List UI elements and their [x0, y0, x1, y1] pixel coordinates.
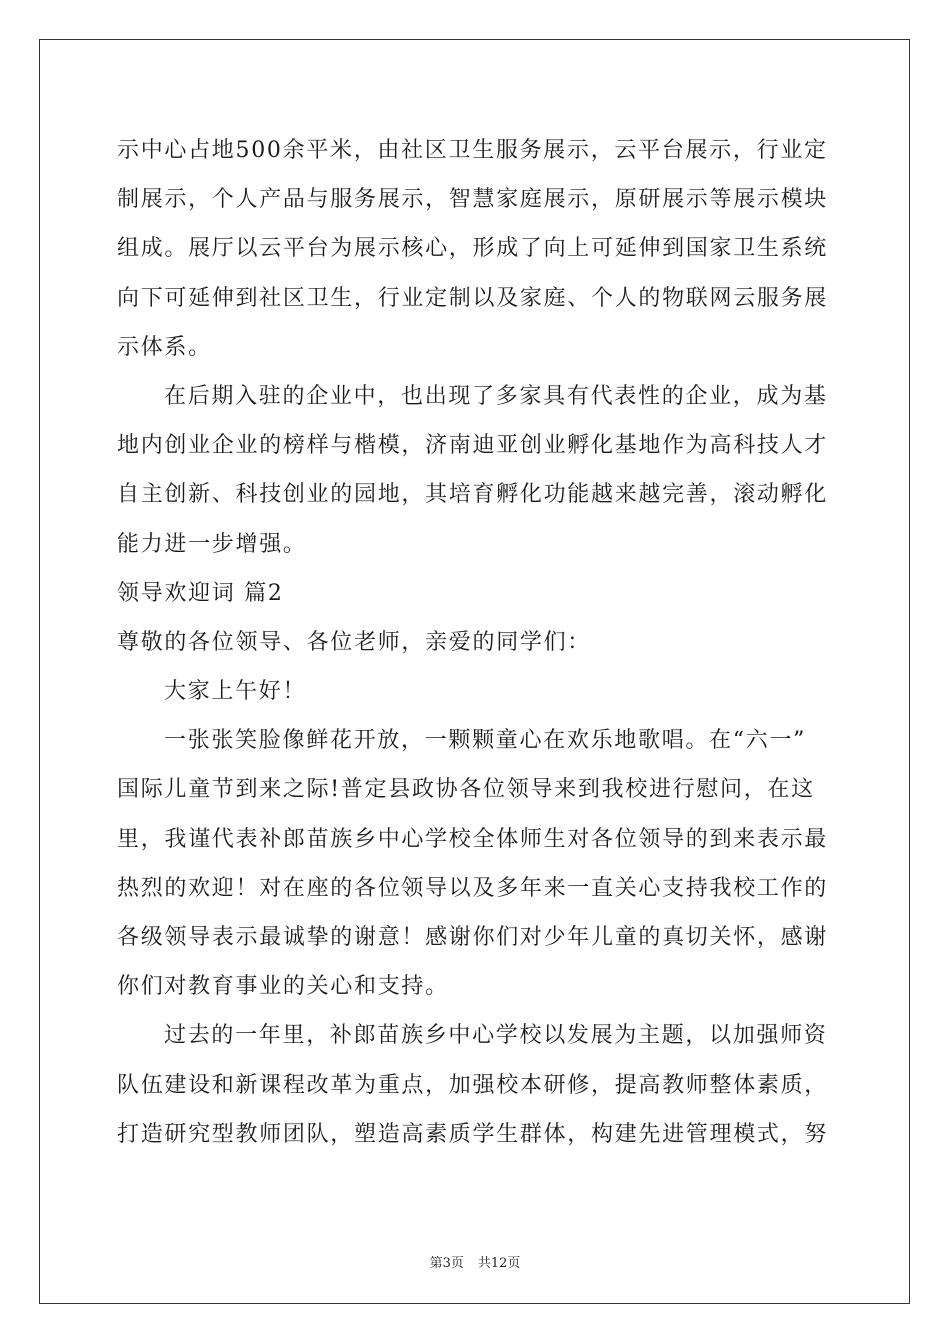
page-footer	[0, 1252, 950, 1271]
document-body	[117, 126, 833, 1159]
page-total: 共12页	[477, 1256, 521, 1271]
text-line: 尊敬的各位领导、各位老师，亲爱的同学们：	[117, 629, 592, 655]
text-line: 一张张笑脸像鲜花开放，一颗颗童心在欢乐地歌唱。在“六一”	[164, 728, 807, 754]
text-line: 队伍建设和新课程改革为重点，加强校本研修，提高教师整体素质，	[117, 1072, 829, 1098]
text-line: 在后期入驻的企业中，也出现了多家具有代表性的企业，成为基	[164, 383, 828, 409]
text-line: 里，我谨代表补郎苗族乡中心学校全体师生对各位领导的到来表示最	[117, 826, 829, 852]
text-line: 领导欢迎词 篇2	[117, 580, 284, 606]
text-line: 向下可延伸到社区卫生，行业定制以及家庭、个人的物联网云服务展	[117, 285, 829, 311]
text-line: 示中心占地500余平米，由社区卫生服务展示，云平台展示，行业定	[117, 138, 828, 163]
text-line: 过去的一年里，补郎苗族乡中心学校以发展为主题，以加强师资	[164, 1023, 828, 1049]
text-line: 热烈的欢迎！对在座的各位领导以及多年来一直关心支持我校工作的	[117, 875, 829, 901]
text-line: 国际儿童节到来之际!普定县政协各位领导来到我校进行慰问，在这	[117, 777, 815, 803]
text-line: 你们对教育事业的关心和支持。	[117, 974, 449, 1000]
page-number: 第3页	[429, 1256, 464, 1271]
text-line: 大家上午好！	[164, 679, 307, 705]
text-line: 地内创业企业的榜样与楷模，济南迪亚创业孵化基地作为高科技人才	[117, 433, 829, 459]
text-line: 各级领导表示最诚挚的谢意！感谢你们对少年儿童的真切关怀，感谢	[117, 925, 829, 950]
text-line: 组成。展厅以云平台为展示核心，形成了向上可延伸到国家卫生系统	[117, 236, 829, 262]
text-line: 打造研究型教师团队，塑造高素质学生群体，构建先进管理模式，努	[117, 1121, 829, 1147]
text-line: 能力进一步增强。	[117, 531, 307, 557]
text-line: 制展示，个人产品与服务展示，智慧家庭展示，原研展示等展示模块	[117, 187, 829, 213]
text-line: 示体系。	[117, 334, 212, 360]
text-line: 自主创新、科技创业的园地，其培育孵化功能越来越完善，滚动孵化	[117, 482, 829, 508]
